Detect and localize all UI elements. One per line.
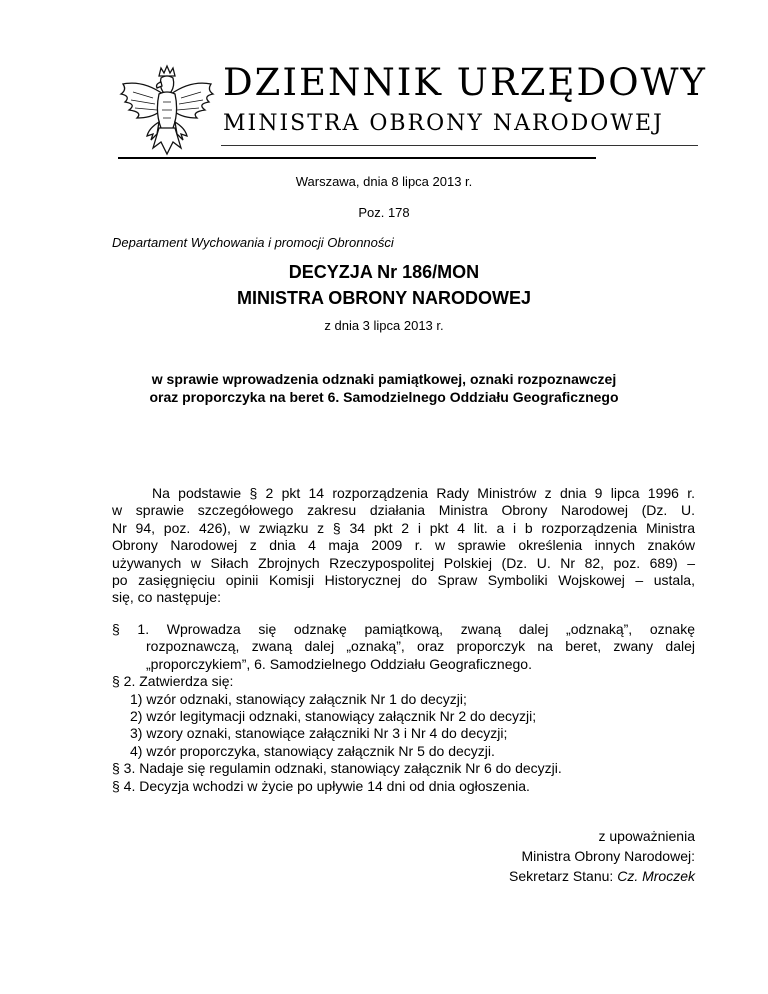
- masthead-divider-thick: [118, 157, 596, 159]
- place-date: Warszawa, dnia 8 lipca 2013 r.: [295, 174, 473, 189]
- decision-paragraphs: [112, 621, 695, 795]
- signature-minister: Ministra Obrony Narodowej:: [521, 848, 695, 864]
- signature-signer: [509, 866, 695, 886]
- paragraph-2-item: 2) wzór legitymacji odznaki, stanowiący załącznik Nr 2 do decyzji;: [130, 708, 537, 725]
- legal-basis-line: się, co następuje:: [112, 589, 221, 606]
- legal-basis-line: Obrony Narodowej z dnia 4 maja 2009 r. w sprawie określenia innych znaków: [112, 537, 695, 554]
- paragraph-3: § 3. Nadaje się regulamin odznaki, stanowiący załącznik Nr 6 do decyzji.: [112, 760, 562, 777]
- signature-authorization: z upoważnienia: [598, 828, 695, 844]
- paragraph-4: § 4. Decyzja wchodzi w życie po upływie 14 dni od dnia ogłoszenia.: [112, 777, 530, 794]
- position-number: Poz. 178: [358, 205, 410, 220]
- decision-subject-line-1: w sprawie wprowadzenia odznaki pamiątkowej, oznaki rozpoznawczej: [151, 371, 617, 387]
- masthead-divider-thin: [221, 145, 698, 146]
- signature-name: Cz. Mroczek: [617, 868, 695, 884]
- signature-block: [509, 826, 695, 886]
- signature-role: Sekretarz Stanu:: [509, 868, 614, 884]
- decision-subject-line-2: oraz proporczyka na beret 6. Samodzielnego Oddziału Geograficznego: [149, 389, 619, 405]
- legal-basis-line: w sprawie szczegółowego zakresu działania Ministra Obrony Narodowej (Dz. U.: [112, 502, 695, 519]
- paragraph-1-line: § 1. Wprowadza się odznakę pamiątkową, zwaną dalej „odznaką”, oznakę: [112, 621, 695, 637]
- masthead: [113, 54, 707, 164]
- department: Departament Wychowania i promocji Obronności: [112, 235, 394, 250]
- paragraph-2-item: 4) wzór proporczyka, stanowiący załącznik Nr 5 do decyzji.: [130, 742, 495, 759]
- polish-eagle-emblem: [113, 62, 225, 170]
- journal-subtitle: MINISTRA OBRONY NARODOWEJ: [223, 111, 664, 136]
- legal-basis-line: Nr 94, poz. 426), w związku z § 34 pkt 2 i pkt 4 lit. a i b rozporządzenia Ministra: [112, 519, 695, 536]
- decision-title: DECYZJA Nr 186/MON: [288, 262, 480, 282]
- legal-basis-line: po zasięgnięciu opinii Komisji Historycznej do Spraw Symboliki Wojskowej – ustala,: [112, 572, 695, 589]
- legal-basis-line: Na podstawie § 2 pkt 14 rozporządzenia Rady Ministrów z dnia 9 lipca 1996 r.: [152, 485, 695, 501]
- paragraph-1-line: „proporczykiem”, 6. Samodzielnego Oddziału Geograficznego.: [146, 655, 532, 672]
- paragraph-2: § 2. Zatwierdza się:: [112, 673, 234, 690]
- paragraph-2-item: 3) wzory oznaki, stanowiące załączniki Nr 3 i Nr 4 do decyzji;: [130, 725, 508, 742]
- paragraph-2-item: 1) wzór odznaki, stanowiący załącznik Nr 1 do decyzji;: [130, 690, 467, 707]
- paragraph-1-line: rozpoznawczą, zwaną dalej „oznaką”, oraz proporczyk na beret, zwany dalej: [146, 638, 695, 655]
- decision-issuer: MINISTRA OBRONY NARODOWEJ: [236, 288, 531, 308]
- journal-title: DZIENNIK URZĘDOWY: [223, 61, 707, 104]
- legal-basis-line: używanych w Siłach Zbrojnych Rzeczypospolitej Polskiej (Dz. U. Nr 82, poz. 689) –: [112, 554, 695, 571]
- legal-basis-paragraph: [112, 485, 695, 607]
- decision-date: z dnia 3 lipca 2013 r.: [324, 318, 444, 333]
